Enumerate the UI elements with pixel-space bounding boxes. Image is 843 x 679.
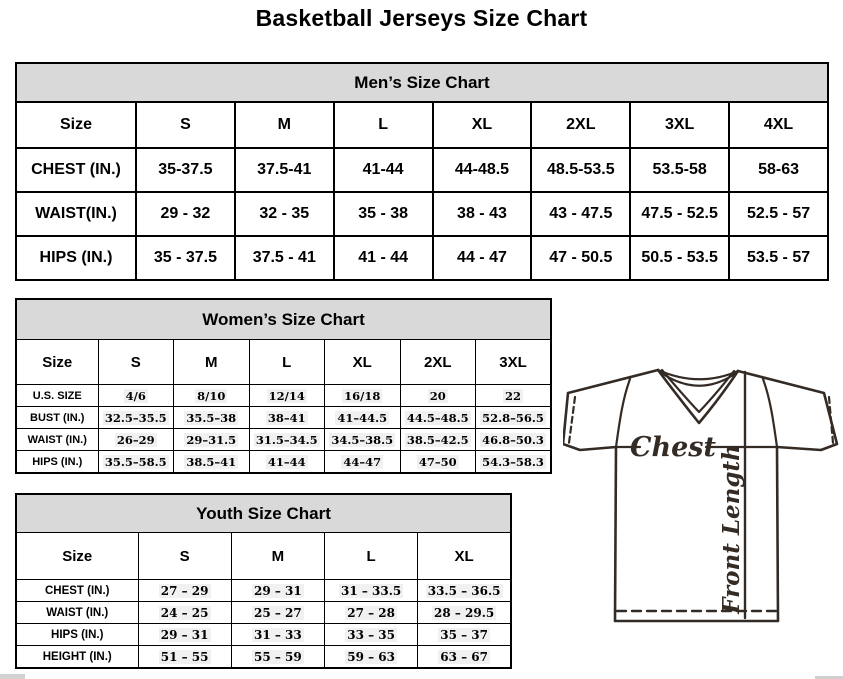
value-cell <box>325 580 418 602</box>
value-cell <box>98 429 174 451</box>
value-cell: 48.5-53.5 <box>531 148 630 192</box>
value-text: 52.8–56.5 <box>482 410 544 425</box>
value-text: 41–44.5 <box>337 410 388 425</box>
value-cell <box>418 646 511 669</box>
row-label: CHEST (IN.) <box>16 148 136 192</box>
value-text: 33.5 – 36.5 <box>427 583 501 598</box>
jersey-outline-drawing <box>563 366 841 624</box>
value-text: 63 – 67 <box>440 649 488 664</box>
value-cell <box>325 407 401 429</box>
row-label: WAIST (IN.) <box>16 602 138 624</box>
value-cell: 58-63 <box>729 148 828 192</box>
value-cell <box>325 385 401 407</box>
value-text: 26–29 <box>116 432 155 447</box>
youth-table-title: Youth Size Chart <box>16 494 511 533</box>
value-cell <box>231 646 324 669</box>
value-cell <box>231 624 324 646</box>
value-cell <box>418 580 511 602</box>
size-col-header: M <box>174 340 250 385</box>
value-cell: 47.5 - 52.5 <box>630 192 729 236</box>
value-cell <box>476 385 552 407</box>
value-cell <box>231 602 324 624</box>
value-text: 46.8–50.3 <box>482 432 544 447</box>
value-cell: 37.5-41 <box>235 148 334 192</box>
value-cell <box>138 602 231 624</box>
value-cell <box>138 624 231 646</box>
page-title: Basketball Jerseys Size Chart <box>255 5 588 31</box>
value-cell: 38 - 43 <box>433 192 532 236</box>
value-cell <box>138 646 231 669</box>
value-text: 35 – 37 <box>440 627 488 642</box>
value-cell <box>174 451 250 474</box>
value-cell <box>325 624 418 646</box>
size-col-header: 3XL <box>630 102 729 148</box>
value-cell <box>400 429 476 451</box>
value-cell <box>325 451 401 474</box>
value-cell <box>400 451 476 474</box>
value-text: 4/6 <box>125 388 146 403</box>
row-label: HIPS (IN.) <box>16 451 98 474</box>
size-header: Size <box>16 340 98 385</box>
value-cell: 32 - 35 <box>235 192 334 236</box>
value-cell <box>325 646 418 669</box>
size-col-header: L <box>249 340 325 385</box>
value-text: 38.5–42.5 <box>406 432 469 447</box>
value-cell <box>476 429 552 451</box>
value-cell <box>249 407 325 429</box>
size-col-header: M <box>231 533 324 580</box>
value-cell: 47 - 50.5 <box>531 236 630 280</box>
size-col-header: L <box>334 102 433 148</box>
value-cell: 29 - 32 <box>136 192 235 236</box>
value-cell <box>174 429 250 451</box>
size-col-header: XL <box>433 102 532 148</box>
size-header: Size <box>16 102 136 148</box>
jersey-diagram <box>563 366 841 624</box>
cropped-fragment-left <box>0 674 25 679</box>
mens-table-title: Men’s Size Chart <box>16 63 828 102</box>
value-text: 22 <box>504 388 521 403</box>
mens-size-table <box>15 62 829 281</box>
value-text: 59 – 63 <box>347 649 395 664</box>
value-cell: 44-48.5 <box>433 148 532 192</box>
value-text: 29 – 31 <box>253 583 302 598</box>
value-cell: 37.5 - 41 <box>235 236 334 280</box>
value-text: 27 – 29 <box>160 583 209 598</box>
value-cell <box>418 624 511 646</box>
size-col-header: S <box>138 533 231 580</box>
size-col-header: M <box>235 102 334 148</box>
jersey-torso <box>615 447 778 621</box>
value-text: 8/10 <box>197 388 226 403</box>
value-text: 31 – 33.5 <box>340 583 402 598</box>
size-col-header: XL <box>325 340 401 385</box>
value-text: 12/14 <box>268 388 305 403</box>
row-label: WAIST(IN.) <box>16 192 136 236</box>
value-text: 34.5–38.5 <box>331 432 394 447</box>
value-text: 44.5–48.5 <box>406 410 469 425</box>
value-cell <box>174 407 250 429</box>
jersey-right-sleeve <box>738 371 837 450</box>
row-label: CHEST (IN.) <box>16 580 138 602</box>
value-text: 44–47 <box>343 454 382 469</box>
row-label: HIPS (IN.) <box>16 624 138 646</box>
value-text: 38.5–41 <box>186 454 237 469</box>
size-col-header: 2XL <box>531 102 630 148</box>
cuff-dashes-left <box>569 397 575 443</box>
value-text: 31 – 33 <box>253 627 302 642</box>
womens-size-table <box>15 298 552 474</box>
value-text: 32.5–35.5 <box>104 410 167 425</box>
value-cell <box>138 580 231 602</box>
value-cell: 35-37.5 <box>136 148 235 192</box>
value-text: 35.5–38 <box>186 410 237 425</box>
value-text: 25 – 27 <box>253 605 302 620</box>
value-cell <box>325 602 418 624</box>
value-cell: 50.5 - 53.5 <box>630 236 729 280</box>
value-cell <box>249 451 325 474</box>
value-text: 29 – 31 <box>160 627 209 642</box>
value-text: 35.5–58.5 <box>104 454 167 469</box>
value-text: 33 – 35 <box>347 627 395 642</box>
value-text: 16/18 <box>344 388 381 403</box>
value-text: 51 – 55 <box>160 649 209 664</box>
value-cell: 35 - 38 <box>334 192 433 236</box>
value-text: 47–50 <box>418 454 457 469</box>
row-label: HEIGHT (IN.) <box>16 646 138 669</box>
size-col-header: S <box>136 102 235 148</box>
value-cell <box>418 602 511 624</box>
value-cell <box>249 429 325 451</box>
value-cell: 41 - 44 <box>334 236 433 280</box>
value-cell: 52.5 - 57 <box>729 192 828 236</box>
value-cell <box>400 407 476 429</box>
value-text: 24 – 25 <box>160 605 209 620</box>
size-col-header: XL <box>418 533 511 580</box>
value-cell: 44 - 47 <box>433 236 532 280</box>
value-cell: 53.5 - 57 <box>729 236 828 280</box>
size-col-header: S <box>98 340 174 385</box>
size-col-header: 4XL <box>729 102 828 148</box>
value-text: 29–31.5 <box>186 432 237 447</box>
value-cell: 43 - 47.5 <box>531 192 630 236</box>
value-cell <box>400 385 476 407</box>
size-col-header: L <box>325 533 418 580</box>
chest-label: Chest <box>630 432 716 463</box>
value-text: 55 – 59 <box>253 649 302 664</box>
value-cell <box>249 385 325 407</box>
value-cell: 53.5-58 <box>630 148 729 192</box>
value-cell <box>98 451 174 474</box>
value-cell: 41-44 <box>334 148 433 192</box>
value-cell <box>174 385 250 407</box>
value-cell <box>325 429 401 451</box>
value-cell <box>476 407 552 429</box>
value-text: 27 – 28 <box>347 605 395 620</box>
row-label: WAIST (IN.) <box>16 429 98 451</box>
value-text: 38–41 <box>267 410 306 425</box>
front-length-label: Front Length <box>718 444 745 614</box>
value-cell: 35 - 37.5 <box>136 236 235 280</box>
size-col-header: 2XL <box>400 340 476 385</box>
row-label: U.S. SIZE <box>16 385 98 407</box>
size-col-header: 3XL <box>476 340 552 385</box>
value-text: 20 <box>429 388 446 403</box>
value-cell <box>231 580 324 602</box>
row-label: BUST (IN.) <box>16 407 98 429</box>
row-label: HIPS (IN.) <box>16 236 136 280</box>
value-cell <box>476 451 552 474</box>
value-text: 28 – 29.5 <box>433 605 495 620</box>
size-header: Size <box>16 533 138 580</box>
value-cell <box>98 385 174 407</box>
womens-table-title: Women’s Size Chart <box>16 299 551 340</box>
value-text: 41–44 <box>267 454 306 469</box>
youth-size-table <box>15 493 512 669</box>
value-cell <box>98 407 174 429</box>
value-text: 31.5–34.5 <box>255 432 318 447</box>
value-text: 54.3–58.3 <box>482 454 544 469</box>
